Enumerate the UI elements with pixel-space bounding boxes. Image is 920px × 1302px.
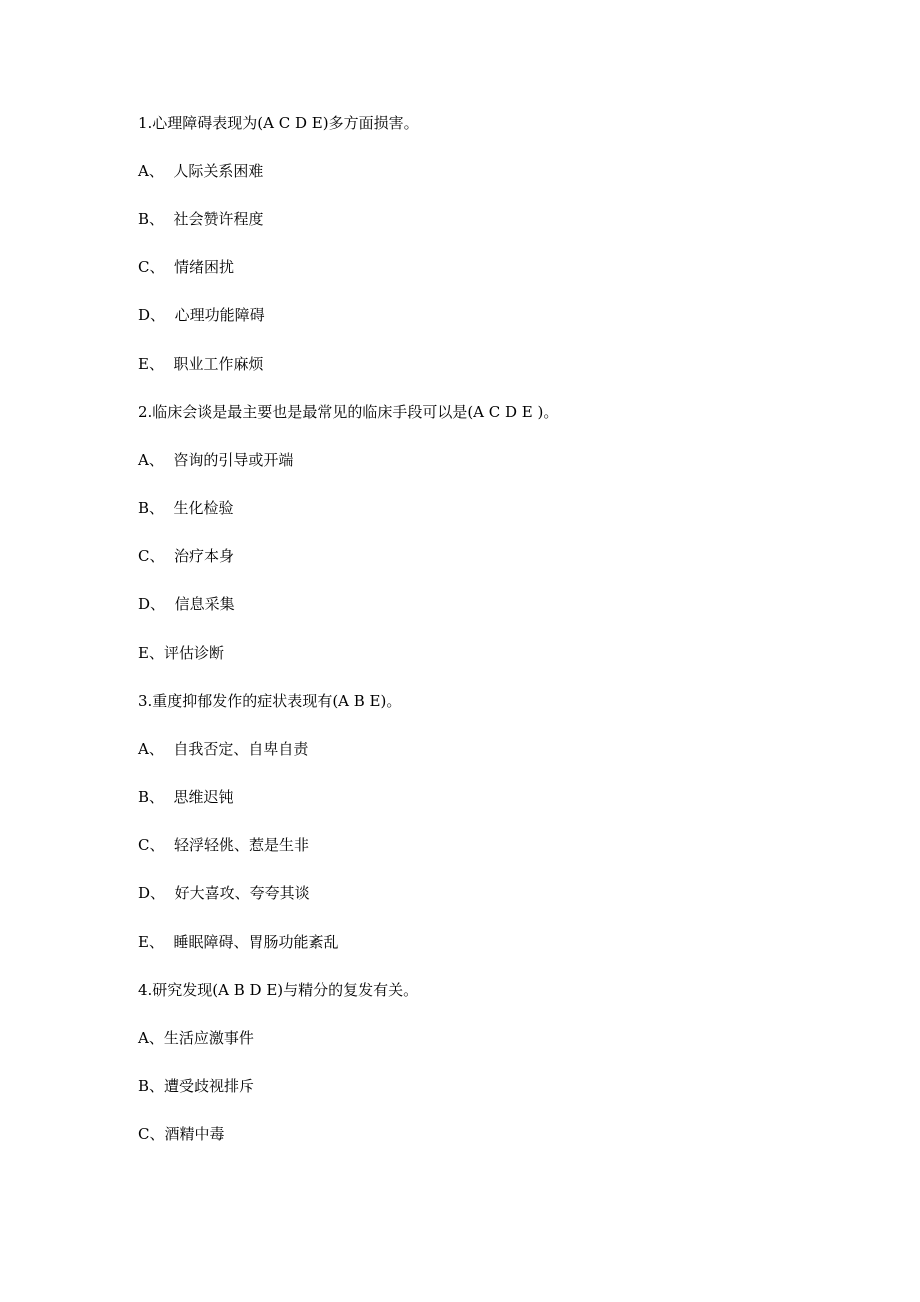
question-2: 2.临床会谈是最主要也是最常见的临床手段可以是(A C D E )。 bbox=[138, 403, 559, 421]
question-1: 1.心理障碍表现为(A C D E)多方面损害。 bbox=[138, 114, 419, 132]
question-4: 4.研究发现(A B D E)与精分的复发有关。 bbox=[138, 981, 419, 999]
q3-option-b: B、 思维迟钝 bbox=[138, 788, 234, 806]
q1-option-a: A、 人际关系困难 bbox=[138, 162, 264, 180]
q1-option-d: D、 心理功能障碍 bbox=[138, 306, 265, 324]
q1-option-e: E、 职业工作麻烦 bbox=[138, 355, 264, 373]
q3-option-d: D、 好大喜攻、夸夸其谈 bbox=[138, 884, 310, 902]
q2-option-c: C、 治疗本身 bbox=[138, 547, 235, 565]
q4-option-b: B、遭受歧视排斥 bbox=[138, 1077, 255, 1095]
q3-option-c: C、 轻浮轻佻、惹是生非 bbox=[138, 836, 310, 854]
q4-option-c: C、酒精中毒 bbox=[138, 1125, 225, 1143]
q2-option-d: D、 信息采集 bbox=[138, 595, 235, 613]
q3-option-a: A、 自我否定、自卑自责 bbox=[138, 740, 309, 758]
q1-option-b: B、 社会赞许程度 bbox=[138, 210, 264, 228]
q2-option-b: B、 生化检验 bbox=[138, 499, 234, 517]
q4-option-a: A、生活应激事件 bbox=[138, 1029, 254, 1047]
q3-option-e: E、 睡眠障碍、胃肠功能紊乱 bbox=[138, 933, 339, 951]
q2-option-e: E、评估诊断 bbox=[138, 644, 224, 662]
q1-option-c: C、 情绪困扰 bbox=[138, 258, 235, 276]
question-3: 3.重度抑郁发作的症状表现有(A B E)。 bbox=[138, 692, 402, 710]
q2-option-a: A、 咨询的引导或开端 bbox=[138, 451, 294, 469]
